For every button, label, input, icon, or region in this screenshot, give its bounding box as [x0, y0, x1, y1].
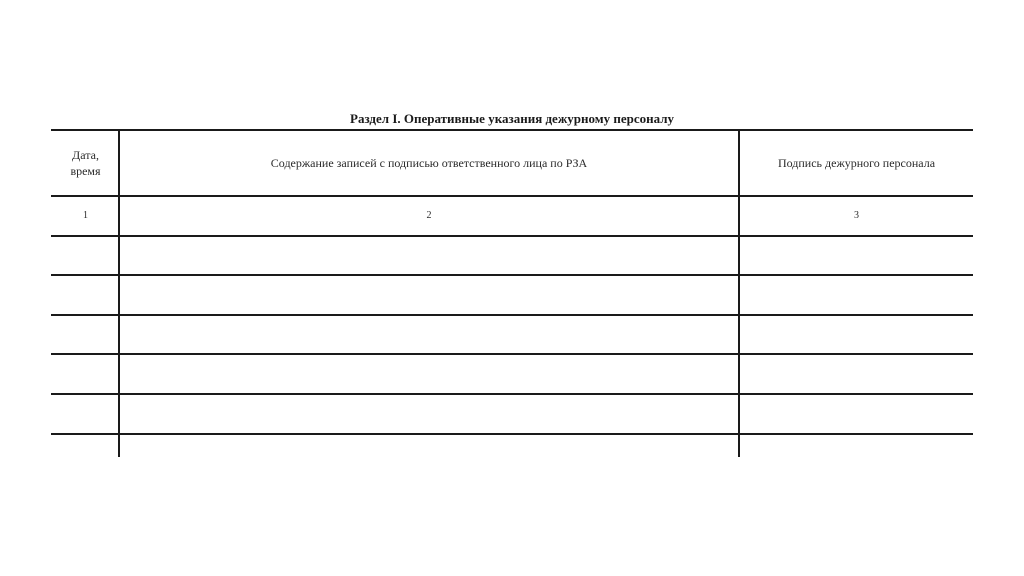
header-date-time: Дата, время [70, 148, 101, 178]
header-record-content: Содержание записей с подписью ответственного лица по РЗА [270, 156, 588, 170]
column-number-1: 1 [83, 210, 88, 221]
table-row-border [51, 274, 973, 276]
table-row-border [51, 353, 973, 355]
section-title: Раздел I. Оперативные указания дежурному персоналу [350, 111, 674, 126]
journal-table [51, 129, 973, 457]
header-duty-signature: Подпись дежурного персонала [777, 156, 936, 170]
number-row-bottom-border [51, 235, 973, 237]
column-number-3: 3 [854, 210, 859, 221]
table-row-border [51, 314, 973, 316]
table-row-border [51, 393, 973, 395]
table-row-border [51, 433, 973, 435]
column-number-2: 2 [426, 210, 432, 221]
